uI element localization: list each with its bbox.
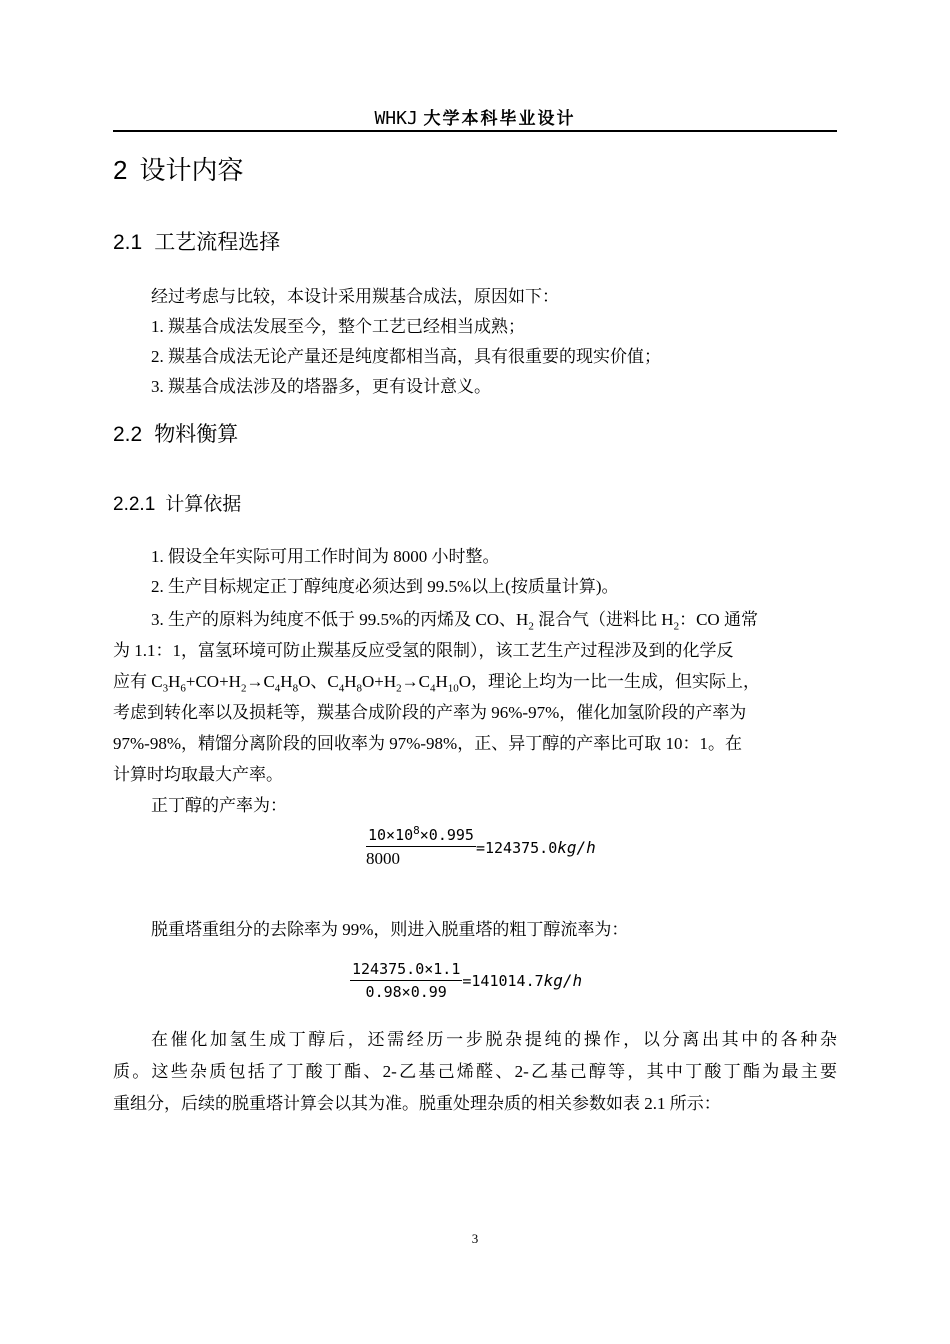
section-title: 物料衡算 (154, 422, 239, 446)
text-run: 10×10 (368, 826, 414, 844)
list-item: 2. 羰基合成法无论产量还是纯度都相当高，具有很重要的现实价值； (151, 347, 661, 366)
text-run: O+H (361, 672, 397, 691)
subscript: 3 (162, 682, 169, 695)
subscript: 4 (338, 682, 345, 695)
page-number: 3 (471, 1231, 479, 1246)
chapter-heading (113, 150, 243, 187)
header-rule (113, 130, 837, 132)
paragraph-line: 质。这些杂质包括了丁酸丁酯、2-乙基己烯醛、2-乙基己醇等，其中丁酸丁酯为最主要 (113, 1062, 837, 1081)
subscript: 2 (673, 620, 680, 633)
text-run: ：CO 通常 (679, 610, 758, 629)
list-item-line (151, 610, 837, 633)
subscript: 8 (356, 682, 362, 695)
text-run: →C (246, 672, 275, 691)
fraction-denominator: 0.98×0.99 (365, 983, 447, 1001)
paragraph-line: 计算时均取最大产率。 (113, 765, 283, 784)
list-item: 1. 羰基合成法发展至今，整个工艺已经相当成熟； (151, 317, 525, 336)
paragraph-line: 重组分，后续的脱重塔计算会以其为准。脱重处理杂质的相关参数如表 2.1 所示： (113, 1094, 721, 1113)
text-run: H (280, 672, 293, 691)
result-value: =124375.0 (475, 838, 558, 857)
fraction-denominator: 8000 (366, 849, 400, 868)
equation-yield (366, 826, 596, 869)
result-value: =141014.7 (462, 971, 544, 990)
section-number: 2.1 (113, 231, 143, 254)
paragraph-line: 脱重塔重组分的去除率为 99%，则进入脱重塔的粗丁醇流率为： (151, 920, 629, 939)
fraction-numerator: 124375.0×1.1 (350, 960, 462, 981)
list-item: 1. 假设全年实际可用工作时间为 8000 小时整。 (151, 547, 500, 566)
subscript: 2 (240, 682, 247, 695)
list-item: 2. 生产目标规定正丁醇纯度必须达到 99.5%以上(按质量计算)。 (151, 577, 619, 596)
equation-result (476, 838, 596, 858)
subscript: 6 (180, 682, 186, 695)
fraction-numerator (366, 826, 476, 847)
text-run: ×0.995 (419, 826, 474, 844)
text-run: 3. 生产的原料为纯度不低于 99.5%的丙烯及 CO、H (151, 610, 529, 629)
text-run: →C (401, 672, 430, 691)
text-run: 应有 C (113, 672, 163, 691)
header-brand: WHKJ (374, 108, 418, 129)
subscript: 4 (274, 682, 281, 695)
subscript: 4 (429, 682, 436, 695)
text-run: O、C (298, 672, 339, 691)
page-header (113, 104, 837, 130)
text-run: H (344, 672, 357, 691)
paragraph-line: 正丁醇的产率为： (151, 796, 287, 815)
paragraph-line: 为 1.1：1，富氢环境可防止羰基反应受氢的限制），该工艺生产过程涉及到的化学反 (113, 641, 734, 660)
fraction (366, 826, 476, 869)
subsection-number: 2.2.1 (113, 494, 156, 515)
superscript: 8 (413, 824, 420, 837)
reaction-line (113, 672, 837, 695)
fraction (350, 960, 462, 1001)
subscript: 8 (292, 682, 299, 695)
equation-result (462, 971, 582, 991)
subsection-heading-2-2-1 (113, 489, 241, 516)
header-title: 大学本科毕业设计 (423, 109, 576, 129)
chapter-number: 2 (113, 155, 128, 185)
section-heading-2-1 (113, 226, 280, 256)
subscript: 10 (447, 682, 459, 695)
section-heading-2-2 (113, 418, 238, 448)
subsection-title: 计算依据 (165, 493, 242, 515)
paragraph-line: 在催化加氢生成丁醇后，还需经历一步脱杂提纯的操作，以分离出其中的各种杂 (151, 1030, 837, 1049)
paragraph-line: 97%-98%，精馏分离阶段的回收率为 97%-98%，正、异丁醇的产率比可取 10：1。在 (113, 734, 742, 753)
paragraph-line: 经过考虑与比较，本设计采用羰基合成法，原因如下： (151, 287, 559, 306)
paragraph-line: 考虑到转化率以及损耗等，羰基合成阶段的产率为 96%-97%，催化加氢阶段的产率为 (113, 703, 747, 722)
text-run: +CO+H (185, 672, 241, 691)
result-unit: kg/h (543, 970, 583, 990)
text-run: 混合气（进料比 H (533, 610, 674, 629)
chapter-title: 设计内容 (139, 156, 244, 186)
section-number: 2.2 (113, 423, 143, 446)
text-run: O，理论上均为一比一生成，但实际上， (458, 672, 761, 691)
text-run: H (168, 672, 181, 691)
subscript: 2 (396, 682, 402, 695)
result-unit: kg/h (557, 837, 596, 857)
section-title: 工艺流程选择 (154, 230, 281, 254)
subscript: 2 (528, 620, 534, 633)
equation-flow (350, 960, 582, 1001)
text-run: H (435, 672, 448, 691)
list-item: 3. 羰基合成法涉及的塔器多，更有设计意义。 (151, 377, 491, 396)
